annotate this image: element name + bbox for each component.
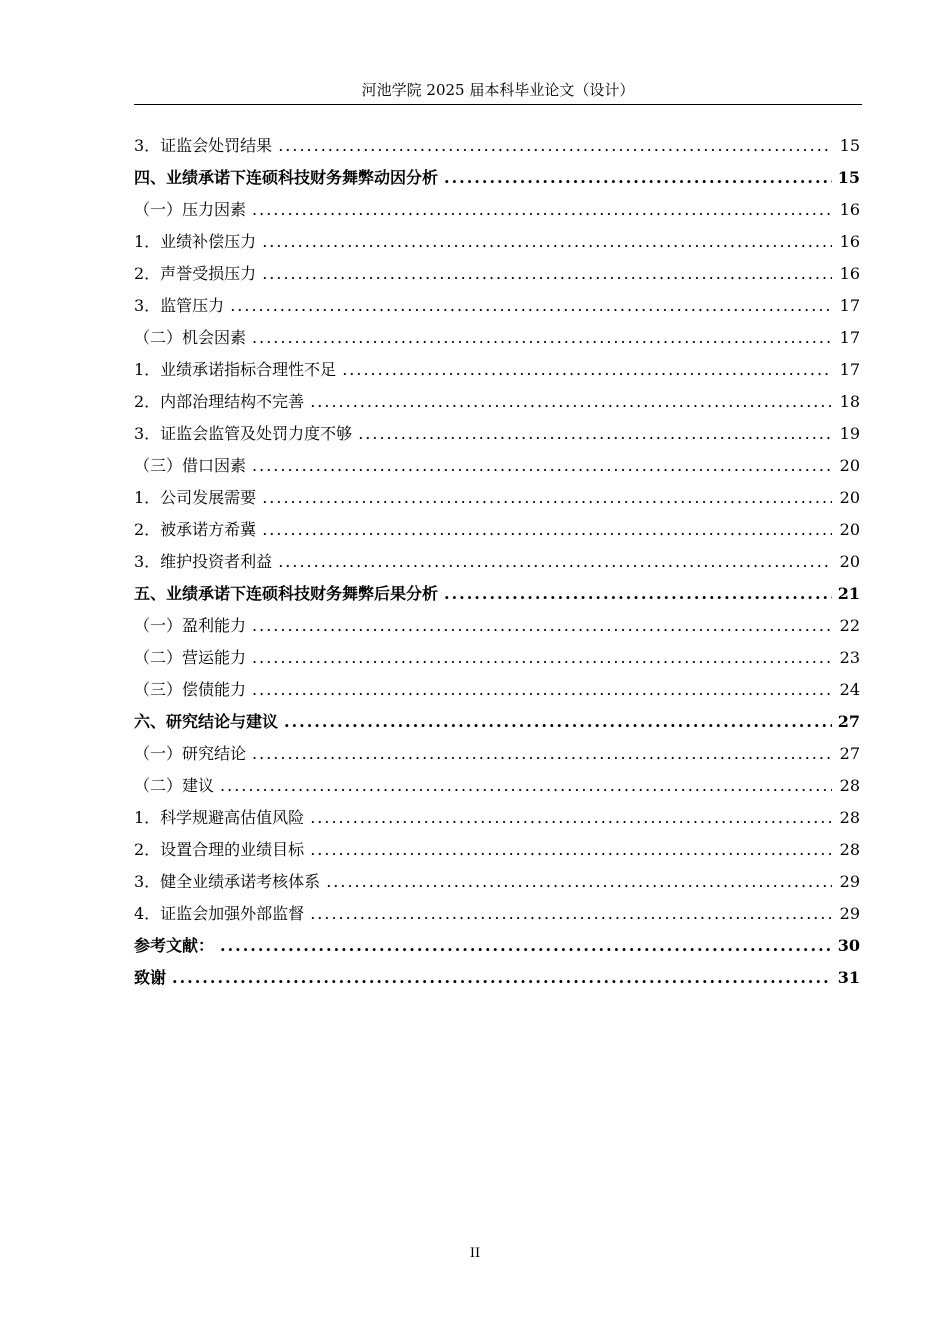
toc-entry-label: 3．监管压力 bbox=[134, 296, 225, 315]
toc-leader-dots bbox=[310, 802, 832, 834]
page-number: II bbox=[469, 1246, 481, 1261]
toc-entry-label: （一）盈利能力 bbox=[134, 616, 247, 635]
toc-entry-page: 20 bbox=[839, 488, 860, 507]
toc-entry-label: 2．内部治理结构不完善 bbox=[134, 392, 305, 411]
toc-leader-dots bbox=[220, 930, 832, 962]
toc-entry-page: 27 bbox=[839, 744, 860, 763]
toc-entry-label: 1．科学规避高估值风险 bbox=[134, 808, 305, 827]
toc-leader-dots bbox=[262, 482, 832, 514]
toc-entry-label: 六、研究结论与建议 bbox=[134, 712, 279, 731]
toc-entry[interactable] bbox=[134, 226, 860, 258]
toc-entry-label: （三）偿债能力 bbox=[134, 680, 247, 699]
toc-entry-page: 20 bbox=[839, 552, 860, 571]
toc-entry-page: 22 bbox=[839, 616, 860, 635]
toc-entry[interactable] bbox=[134, 450, 860, 482]
toc-entry-label: （二）营运能力 bbox=[134, 648, 247, 667]
toc-entry[interactable] bbox=[134, 834, 860, 866]
toc-entry[interactable] bbox=[134, 194, 860, 226]
toc-entry[interactable] bbox=[134, 386, 860, 418]
toc-leader-dots bbox=[252, 674, 832, 706]
toc-entry-label: 五、业绩承诺下连硕科技财务舞弊后果分析 bbox=[134, 584, 439, 603]
toc-entry[interactable] bbox=[134, 770, 860, 802]
toc-entry[interactable] bbox=[134, 578, 860, 610]
toc-entry-label: 3．证监会监管及处罚力度不够 bbox=[134, 424, 353, 443]
toc-entry-label: 3．健全业绩承诺考核体系 bbox=[134, 872, 321, 891]
toc-entry-label: 1．业绩承诺指标合理性不足 bbox=[134, 360, 337, 379]
toc-leader-dots bbox=[172, 962, 832, 994]
toc-leader-dots bbox=[252, 610, 832, 642]
toc-entry-page: 30 bbox=[837, 936, 860, 955]
toc-entry-page: 16 bbox=[839, 264, 860, 283]
toc-entry-page: 16 bbox=[839, 200, 860, 219]
toc-entry-page: 17 bbox=[839, 360, 860, 379]
toc-leader-dots bbox=[310, 834, 832, 866]
toc-entry-page: 15 bbox=[837, 168, 860, 187]
toc-entry[interactable] bbox=[134, 354, 860, 386]
toc-entry[interactable] bbox=[134, 610, 860, 642]
toc-entry[interactable] bbox=[134, 738, 860, 770]
toc-entry[interactable] bbox=[134, 802, 860, 834]
toc-entry[interactable] bbox=[134, 674, 860, 706]
toc-entry-label: 4．证监会加强外部监督 bbox=[134, 904, 305, 923]
toc-leader-dots bbox=[262, 226, 832, 258]
toc-entry[interactable] bbox=[134, 418, 860, 450]
toc-leader-dots bbox=[310, 898, 832, 930]
toc-leader-dots bbox=[284, 706, 832, 738]
toc-leader-dots bbox=[262, 258, 832, 290]
toc-entry[interactable] bbox=[134, 482, 860, 514]
toc-entry[interactable] bbox=[134, 642, 860, 674]
toc-entry[interactable] bbox=[134, 514, 860, 546]
toc-entry-page: 29 bbox=[839, 872, 860, 891]
toc-leader-dots bbox=[220, 770, 832, 802]
toc-entry-label: 1．公司发展需要 bbox=[134, 488, 257, 507]
toc-leader-dots bbox=[252, 194, 832, 226]
running-header: 河池学院 2025 届本科毕业论文（设计） bbox=[134, 78, 862, 105]
toc-entry-label: （二）机会因素 bbox=[134, 328, 247, 347]
toc-entry-page: 23 bbox=[839, 648, 860, 667]
toc-leader-dots bbox=[278, 130, 832, 162]
toc-entry-label: （二）建议 bbox=[134, 776, 215, 795]
toc-leader-dots bbox=[444, 578, 832, 610]
toc-leader-dots bbox=[262, 514, 832, 546]
toc-entry-page: 24 bbox=[839, 680, 860, 699]
toc-entry-page: 18 bbox=[839, 392, 860, 411]
toc-entry-label: 2．声誉受损压力 bbox=[134, 264, 257, 283]
toc-entry[interactable] bbox=[134, 546, 860, 578]
toc-entry-page: 19 bbox=[839, 424, 860, 443]
toc-entry-label: 3．证监会处罚结果 bbox=[134, 136, 273, 155]
toc-entry-page: 28 bbox=[839, 808, 860, 827]
toc-entry[interactable] bbox=[134, 866, 860, 898]
toc-entry-page: 20 bbox=[839, 456, 860, 475]
toc-entry[interactable] bbox=[134, 130, 860, 162]
toc-leader-dots bbox=[342, 354, 832, 386]
toc-entry-label: （一）压力因素 bbox=[134, 200, 247, 219]
toc-entry-label: 四、业绩承诺下连硕科技财务舞弊动因分析 bbox=[134, 168, 439, 187]
toc-leader-dots bbox=[358, 418, 832, 450]
toc-entry[interactable] bbox=[134, 290, 860, 322]
toc-entry-page: 28 bbox=[839, 840, 860, 859]
toc-leader-dots bbox=[326, 866, 832, 898]
toc-entry-page: 31 bbox=[837, 968, 860, 987]
toc-entry[interactable] bbox=[134, 322, 860, 354]
toc-entry-label: 1．业绩补偿压力 bbox=[134, 232, 257, 251]
toc-entry-page: 17 bbox=[839, 328, 860, 347]
toc-entry[interactable] bbox=[134, 258, 860, 290]
toc-entry-label: （三）借口因素 bbox=[134, 456, 247, 475]
toc-entry[interactable] bbox=[134, 930, 860, 962]
toc-leader-dots bbox=[278, 546, 832, 578]
table-of-contents bbox=[134, 130, 860, 994]
toc-entry-page: 28 bbox=[839, 776, 860, 795]
toc-leader-dots bbox=[310, 386, 832, 418]
toc-entry-page: 29 bbox=[839, 904, 860, 923]
toc-entry-label: （一）研究结论 bbox=[134, 744, 247, 763]
toc-entry-page: 16 bbox=[839, 232, 860, 251]
toc-entry-page: 27 bbox=[837, 712, 860, 731]
toc-leader-dots bbox=[230, 290, 832, 322]
toc-entry-label: 2．设置合理的业绩目标 bbox=[134, 840, 305, 859]
toc-entry-label: 参考文献： bbox=[134, 936, 215, 955]
toc-leader-dots bbox=[252, 642, 832, 674]
toc-leader-dots bbox=[444, 162, 832, 194]
toc-entry-page: 17 bbox=[839, 296, 860, 315]
toc-leader-dots bbox=[252, 738, 832, 770]
toc-leader-dots bbox=[252, 322, 832, 354]
toc-entry-page: 21 bbox=[837, 584, 860, 603]
toc-entry-label: 3．维护投资者利益 bbox=[134, 552, 273, 571]
toc-entry-label: 致谢 bbox=[134, 968, 167, 987]
toc-entry-label: 2．被承诺方希冀 bbox=[134, 520, 257, 539]
toc-entry[interactable] bbox=[134, 706, 860, 738]
toc-entry[interactable] bbox=[134, 162, 860, 194]
toc-entry[interactable] bbox=[134, 898, 860, 930]
toc-entry-page: 20 bbox=[839, 520, 860, 539]
toc-leader-dots bbox=[252, 450, 832, 482]
toc-entry[interactable] bbox=[134, 962, 860, 994]
toc-entry-page: 15 bbox=[839, 136, 860, 155]
